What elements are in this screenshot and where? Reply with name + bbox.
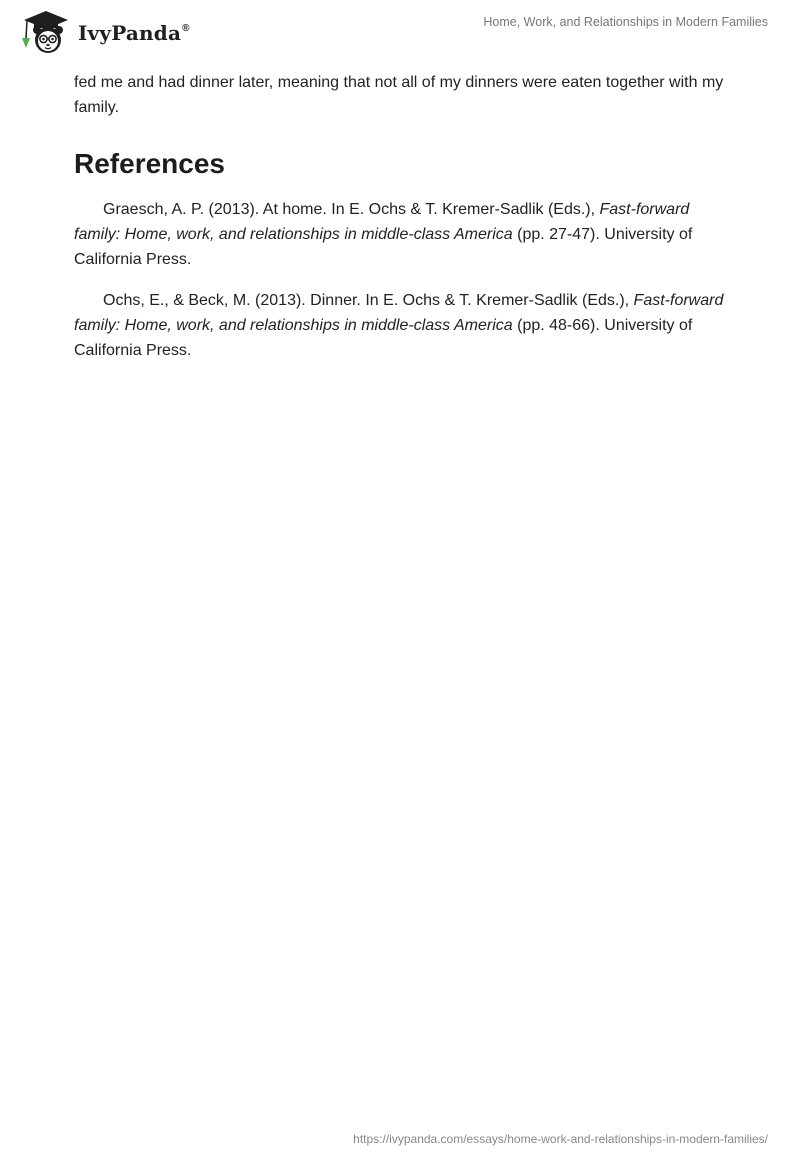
page-header — [0, 0, 800, 62]
references-heading: References — [74, 148, 225, 179]
reference-item: Graesch, A. P. (2013). At home. In E. Ochs & T. Kremer-Sadlik (Eds.), Fast-forward family: Home, work, and relationships in middle-class America (pp. 27-47). University of California Press. — [74, 201, 693, 268]
panda-graduate-icon — [14, 8, 76, 56]
reference-item: Ochs, E., & Beck, M. (2013). Dinner. In E. Ochs & T. Kremer-Sadlik (Eds.), Fast-forward family: Home, work, and relationships in middle-class America (pp. 48-66). University of California Press. — [74, 292, 724, 359]
continuation-paragraph: fed me and had dinner later, meaning that not all of my dinners were eaten together with my family. — [74, 74, 724, 116]
logo-wordmark: IvyPanda® — [78, 21, 190, 45]
reference-title: Fast-forward family: Home, work, and relationships in middle-class America — [74, 201, 690, 243]
document-title: Home, Work, and Relationships in Modern Families — [483, 15, 768, 29]
essay-content — [74, 70, 728, 379]
source-url[interactable]: https://ivypanda.com/essays/home-work-and-relationships-in-modern-families/ — [353, 1132, 768, 1146]
reference-title: Fast-forward family: Home, work, and relationships in middle-class America — [74, 292, 724, 334]
ivypanda-logo[interactable] — [14, 8, 190, 56]
